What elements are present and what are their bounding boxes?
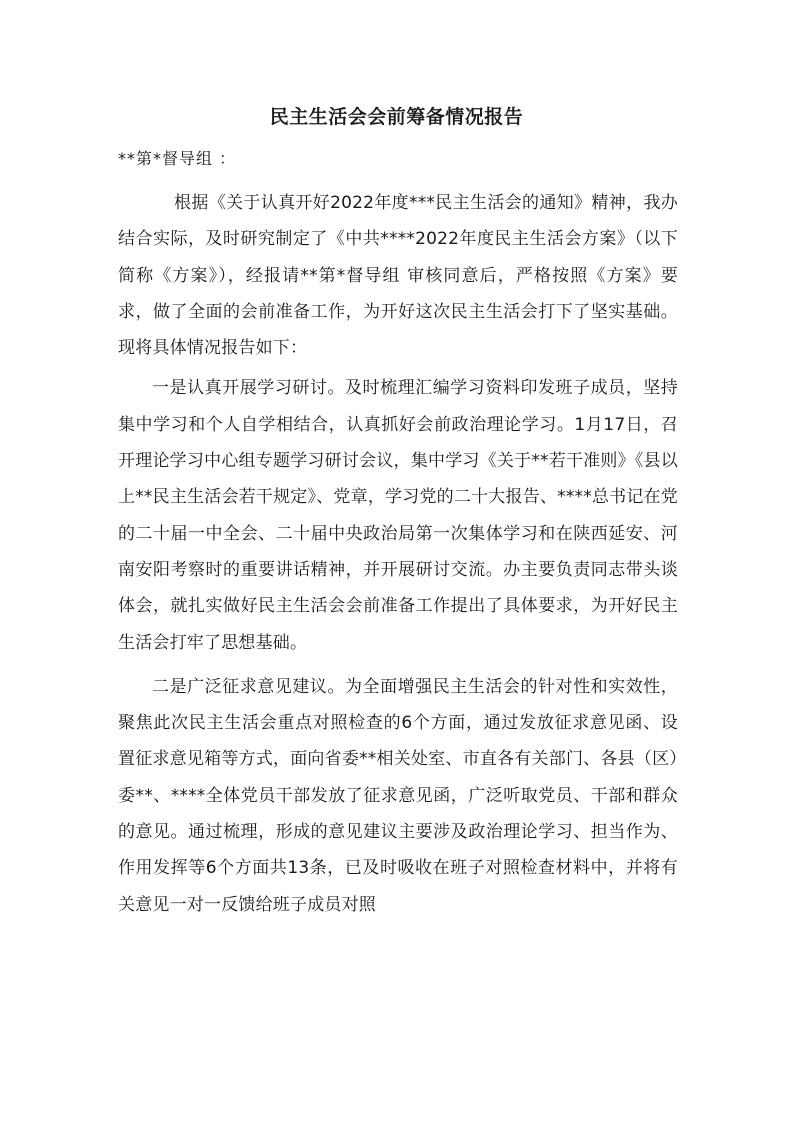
document-title: 民主生活会会前筹备情况报告 bbox=[269, 106, 524, 128]
paragraph-feedback: 二是广泛征求意见建议。为全面增强民主生活会的针对性和实效性，聚焦此次民主生活会重点对照检查的6个方面，通过发放征求意见函、设置征求意见箱等方式，面向省委**相关处室、市直各有关部门、各县（区）委**、****全体党员干部发放了征求意见函，广泛听取党员、干部和群众的意见。通过梳理，形成的意见建议主要涉及政治理论学习、担当作为、作用发挥等6个方面共13条，已及时吸收在班子对照检查材料中，并将有关意见一对一反馈给班子成员对照 bbox=[118, 676, 678, 915]
document-body bbox=[118, 185, 678, 927]
salutation: **第*督导组 ： bbox=[118, 149, 237, 168]
paragraph-study: 一是认真开展学习研讨。及时梳理汇编学习资料印发班子成员，坚持集中学习和个人自学相结合，认真抓好会前政治理论学习。1月17日，召开理论学习中心组专题学习研讨会议，集中学习《关于**若干准则》《县以上**民主生活会若干规定》、党章，学习党的二十大报告、****总书记在党的二十届一中全会、二十届中央政治局第一次集体学习和在陕西延安、河南安阳考察时的重要讲话精神，并开展研讨交流。办主要负责同志带头谈体会，就扎实做好民主生活会会前准备工作提出了具体要求，为开好民主生活会打牢了思想基础。 bbox=[118, 378, 678, 653]
paragraph-intro: 根据《关于认真开好2022年度***民主生活会的通知》精神，我办结合实际，及时研究制定了《中共****2022年度民主生活会方案》（以下简称《方案》），经报请**第*督导组 审核同意后，严格按照《方案》要求，做了全面的会前准备工作，为开好这次民主生活会打下了坚实基础。现将具体情况报告如下： bbox=[118, 193, 678, 359]
